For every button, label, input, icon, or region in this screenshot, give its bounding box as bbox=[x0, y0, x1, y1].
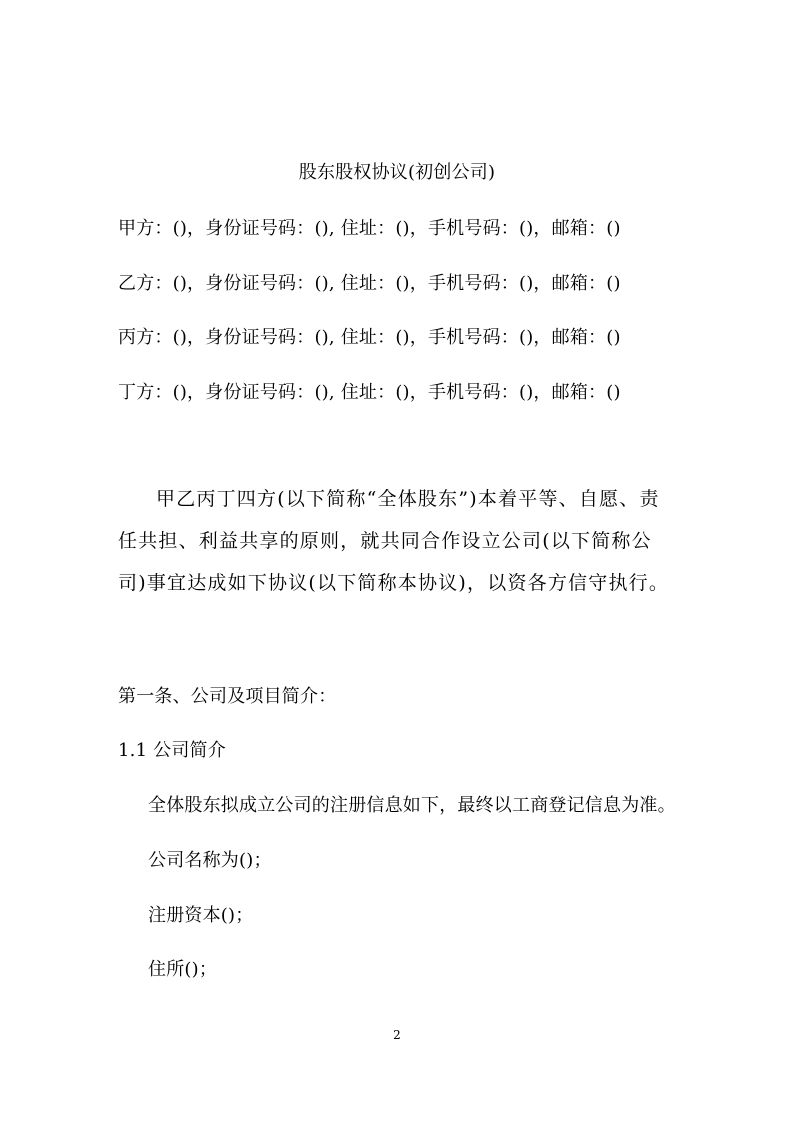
intro-paragraph: 甲乙丙丁四方(以下简称“全体股东”)本着平等、自愿、责任共担、利益共享的原则，就共同合作设立公司(以下简称公司)事宜达成如下协议(以下简称本协议)，以资各方信守执行。 bbox=[118, 488, 670, 594]
section-1-1-line: 住所()； bbox=[148, 959, 218, 980]
section-1-1-heading: 1.1 公司简介 bbox=[118, 740, 226, 761]
page-number: 2 bbox=[393, 1028, 401, 1042]
section-1-1-line: 公司名称为()； bbox=[148, 850, 272, 871]
party-b-line: 乙方：()，身份证号码：(), 住址：()，手机号码：()，邮箱：() bbox=[118, 273, 621, 294]
section-1-1-line: 注册资本()； bbox=[148, 905, 254, 926]
party-c-line: 丙方：()，身份证号码：(), 住址：()，手机号码：()，邮箱：() bbox=[118, 327, 621, 348]
party-d-line: 丁方：()，身份证号码：(), 住址：()，手机号码：()，邮箱：() bbox=[118, 382, 621, 403]
party-a-line: 甲方：()，身份证号码：(), 住址：()，手机号码：()，邮箱：() bbox=[118, 218, 621, 239]
document-title: 股东股权协议(初创公司) bbox=[298, 162, 496, 183]
article-1-heading: 第一条、公司及项目简介： bbox=[118, 686, 337, 707]
section-1-1-line: 全体股东拟成立公司的注册信息如下，最终以工商登记信息为准。 bbox=[148, 795, 676, 816]
